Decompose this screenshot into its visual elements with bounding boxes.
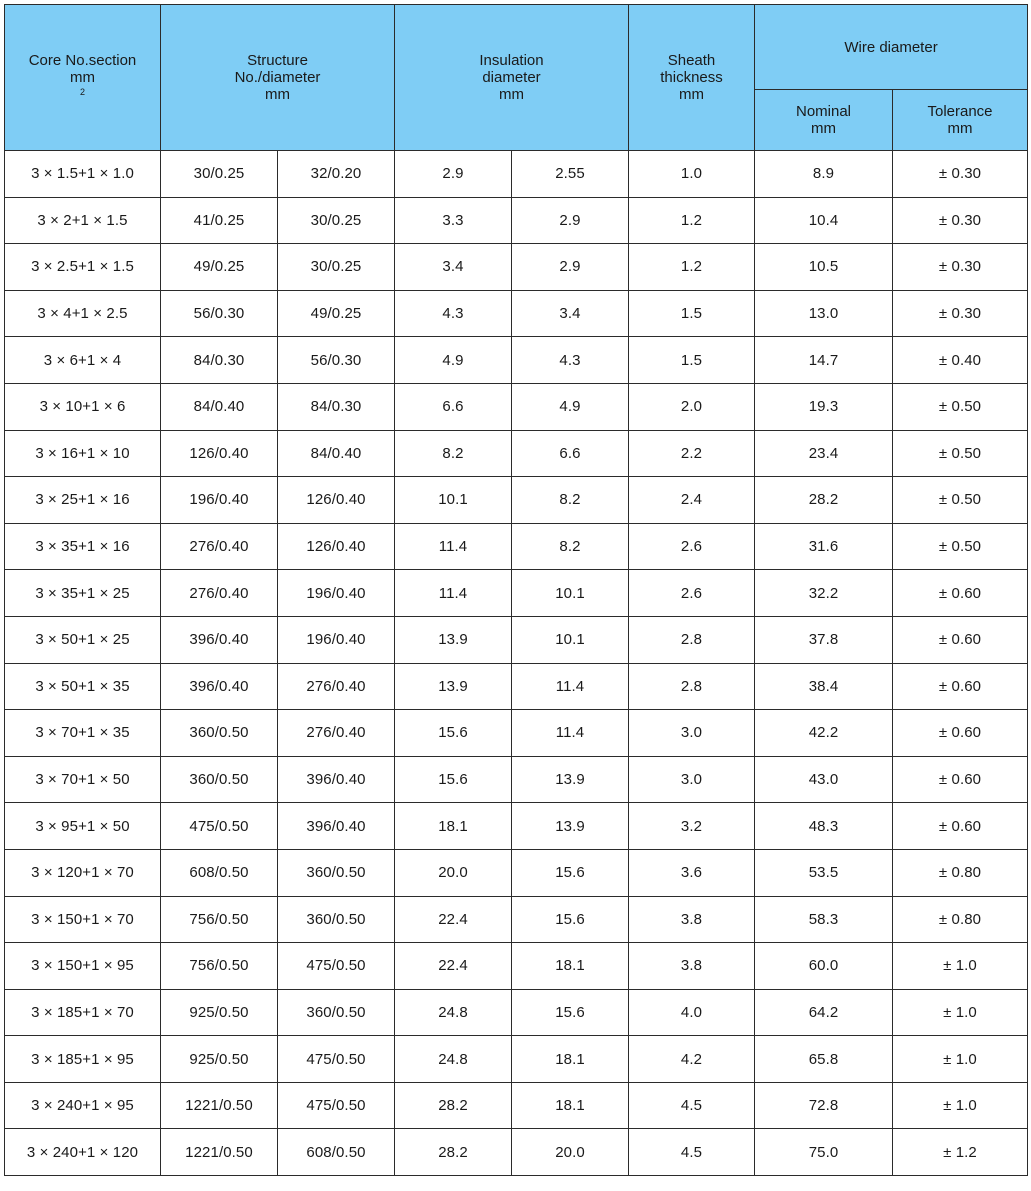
cable-spec-table	[4, 4, 1028, 1176]
cell-nominal-diameter: 58.3	[755, 896, 893, 943]
cell-structure-b: 84/0.30	[278, 383, 395, 430]
cell-structure-b: 360/0.50	[278, 989, 395, 1036]
table-row	[5, 383, 1028, 430]
header-nominal-line1: Nominal	[795, 103, 852, 120]
cell-insulation-b: 13.9	[512, 756, 629, 803]
header-insulation-line1: Insulation	[479, 52, 544, 69]
cell-core-section: 3 × 4+1 × 2.5	[5, 290, 161, 337]
header-structure	[161, 5, 395, 151]
cell-sheath-thickness: 4.5	[629, 1129, 755, 1176]
header-structure-line3: mm	[265, 86, 290, 103]
cell-tolerance: ± 1.0	[893, 1036, 1028, 1083]
cell-sheath-thickness: 2.8	[629, 616, 755, 663]
table-row	[5, 616, 1028, 663]
table-row	[5, 663, 1028, 710]
cell-tolerance: ± 1.0	[893, 943, 1028, 990]
header-core-section	[5, 5, 161, 151]
spec-table-container	[4, 4, 1028, 1176]
cell-nominal-diameter: 42.2	[755, 710, 893, 757]
cell-structure-b: 30/0.25	[278, 197, 395, 244]
cell-structure-a: 41/0.25	[161, 197, 278, 244]
cell-core-section: 3 × 150+1 × 95	[5, 943, 161, 990]
cell-nominal-diameter: 60.0	[755, 943, 893, 990]
cell-insulation-a: 15.6	[395, 756, 512, 803]
cell-structure-a: 276/0.40	[161, 570, 278, 617]
cell-insulation-a: 3.3	[395, 197, 512, 244]
cell-insulation-a: 8.2	[395, 430, 512, 477]
cell-sheath-thickness: 1.5	[629, 290, 755, 337]
cell-structure-a: 925/0.50	[161, 1036, 278, 1083]
cell-insulation-b: 2.55	[512, 151, 629, 198]
cell-core-section: 3 × 120+1 × 70	[5, 849, 161, 896]
cell-nominal-diameter: 10.5	[755, 244, 893, 291]
cell-insulation-a: 13.9	[395, 616, 512, 663]
cell-structure-b: 360/0.50	[278, 896, 395, 943]
cell-core-section: 3 × 16+1 × 10	[5, 430, 161, 477]
cell-structure-a: 30/0.25	[161, 151, 278, 198]
cell-nominal-diameter: 23.4	[755, 430, 893, 477]
cell-core-section: 3 × 185+1 × 95	[5, 1036, 161, 1083]
cell-insulation-a: 20.0	[395, 849, 512, 896]
cell-structure-b: 276/0.40	[278, 710, 395, 757]
cell-structure-a: 396/0.40	[161, 663, 278, 710]
cell-core-section: 3 × 35+1 × 25	[5, 570, 161, 617]
header-structure-line2: No./diameter	[234, 69, 321, 86]
cell-structure-b: 49/0.25	[278, 290, 395, 337]
cell-insulation-a: 3.4	[395, 244, 512, 291]
table-row	[5, 151, 1028, 198]
table-row	[5, 244, 1028, 291]
cell-tolerance: ± 0.50	[893, 477, 1028, 524]
cell-insulation-a: 24.8	[395, 1036, 512, 1083]
cell-sheath-thickness: 3.0	[629, 710, 755, 757]
cell-insulation-b: 15.6	[512, 849, 629, 896]
table-row	[5, 756, 1028, 803]
cell-insulation-a: 28.2	[395, 1082, 512, 1129]
cell-insulation-b: 6.6	[512, 430, 629, 477]
table-row	[5, 943, 1028, 990]
cell-structure-b: 475/0.50	[278, 1036, 395, 1083]
cell-insulation-b: 13.9	[512, 803, 629, 850]
cell-sheath-thickness: 3.6	[629, 849, 755, 896]
cell-nominal-diameter: 10.4	[755, 197, 893, 244]
cell-sheath-thickness: 4.2	[629, 1036, 755, 1083]
cell-nominal-diameter: 19.3	[755, 383, 893, 430]
cell-insulation-b: 11.4	[512, 663, 629, 710]
cell-sheath-thickness: 4.0	[629, 989, 755, 1036]
cell-structure-a: 925/0.50	[161, 989, 278, 1036]
table-header	[5, 5, 1028, 151]
cell-insulation-b: 18.1	[512, 943, 629, 990]
cell-tolerance: ± 0.50	[893, 383, 1028, 430]
cell-insulation-b: 15.6	[512, 896, 629, 943]
cell-structure-b: 475/0.50	[278, 1082, 395, 1129]
cell-tolerance: ± 1.0	[893, 989, 1028, 1036]
cell-insulation-b: 18.1	[512, 1082, 629, 1129]
cell-sheath-thickness: 2.2	[629, 430, 755, 477]
cell-nominal-diameter: 43.0	[755, 756, 893, 803]
cell-insulation-a: 11.4	[395, 570, 512, 617]
cell-structure-a: 84/0.30	[161, 337, 278, 384]
header-insulation-line2: diameter	[482, 69, 541, 86]
cell-tolerance: ± 0.30	[893, 151, 1028, 198]
header-sheath-line1: Sheath	[667, 52, 716, 69]
header-insulation-line3: mm	[499, 86, 524, 103]
cell-insulation-b: 10.1	[512, 570, 629, 617]
cell-nominal-diameter: 32.2	[755, 570, 893, 617]
cell-tolerance: ± 0.30	[893, 197, 1028, 244]
cell-core-section: 3 × 2.5+1 × 1.5	[5, 244, 161, 291]
cell-insulation-a: 6.6	[395, 383, 512, 430]
cell-sheath-thickness: 3.8	[629, 896, 755, 943]
cell-sheath-thickness: 3.2	[629, 803, 755, 850]
cell-structure-a: 1221/0.50	[161, 1082, 278, 1129]
cell-sheath-thickness: 3.0	[629, 756, 755, 803]
cell-core-section: 3 × 35+1 × 16	[5, 523, 161, 570]
cell-nominal-diameter: 14.7	[755, 337, 893, 384]
header-sheath	[629, 5, 755, 151]
header-tolerance	[893, 90, 1028, 151]
cell-sheath-thickness: 2.6	[629, 570, 755, 617]
cell-insulation-b: 8.2	[512, 477, 629, 524]
cell-insulation-b: 8.2	[512, 523, 629, 570]
header-tolerance-line2: mm	[947, 120, 973, 137]
cell-structure-a: 608/0.50	[161, 849, 278, 896]
cell-core-section: 3 × 70+1 × 35	[5, 710, 161, 757]
cell-sheath-thickness: 2.4	[629, 477, 755, 524]
cell-nominal-diameter: 75.0	[755, 1129, 893, 1176]
cell-insulation-b: 18.1	[512, 1036, 629, 1083]
cell-tolerance: ± 0.60	[893, 756, 1028, 803]
cell-nominal-diameter: 31.6	[755, 523, 893, 570]
cell-insulation-b: 4.3	[512, 337, 629, 384]
cell-nominal-diameter: 48.3	[755, 803, 893, 850]
cell-structure-a: 756/0.50	[161, 943, 278, 990]
header-core-unit: mm 2	[5, 69, 160, 103]
cell-insulation-b: 10.1	[512, 616, 629, 663]
cell-insulation-b: 15.6	[512, 989, 629, 1036]
header-nominal	[755, 90, 893, 151]
cell-insulation-a: 4.9	[395, 337, 512, 384]
cell-structure-b: 608/0.50	[278, 1129, 395, 1176]
cell-structure-a: 756/0.50	[161, 896, 278, 943]
cell-tolerance: ± 0.40	[893, 337, 1028, 384]
table-row	[5, 337, 1028, 384]
header-insulation	[395, 5, 629, 151]
cell-insulation-a: 28.2	[395, 1129, 512, 1176]
cell-core-section: 3 × 25+1 × 16	[5, 477, 161, 524]
cell-nominal-diameter: 38.4	[755, 663, 893, 710]
cell-sheath-thickness: 1.2	[629, 244, 755, 291]
table-row	[5, 710, 1028, 757]
cell-insulation-b: 3.4	[512, 290, 629, 337]
cell-insulation-a: 22.4	[395, 943, 512, 990]
cell-insulation-a: 15.6	[395, 710, 512, 757]
cell-core-section: 3 × 10+1 × 6	[5, 383, 161, 430]
table-row	[5, 523, 1028, 570]
cell-structure-b: 196/0.40	[278, 570, 395, 617]
cell-core-section: 3 × 1.5+1 × 1.0	[5, 151, 161, 198]
cell-core-section: 3 × 240+1 × 120	[5, 1129, 161, 1176]
cell-sheath-thickness: 1.2	[629, 197, 755, 244]
cell-nominal-diameter: 72.8	[755, 1082, 893, 1129]
cell-tolerance: ± 1.2	[893, 1129, 1028, 1176]
cell-insulation-b: 11.4	[512, 710, 629, 757]
table-row	[5, 430, 1028, 477]
cell-structure-a: 396/0.40	[161, 616, 278, 663]
cell-sheath-thickness: 2.8	[629, 663, 755, 710]
cell-structure-a: 276/0.40	[161, 523, 278, 570]
cell-core-section: 3 × 50+1 × 25	[5, 616, 161, 663]
cell-tolerance: ± 0.50	[893, 430, 1028, 477]
cell-structure-b: 126/0.40	[278, 523, 395, 570]
header-structure-line1: Structure	[247, 52, 308, 69]
cell-nominal-diameter: 8.9	[755, 151, 893, 198]
table-row	[5, 1036, 1028, 1083]
cell-core-section: 3 × 185+1 × 70	[5, 989, 161, 1036]
cell-structure-b: 56/0.30	[278, 337, 395, 384]
table-body	[5, 151, 1028, 1176]
cell-structure-b: 196/0.40	[278, 616, 395, 663]
cell-nominal-diameter: 64.2	[755, 989, 893, 1036]
table-row	[5, 803, 1028, 850]
cell-core-section: 3 × 50+1 × 35	[5, 663, 161, 710]
cell-structure-b: 126/0.40	[278, 477, 395, 524]
table-row	[5, 896, 1028, 943]
cell-tolerance: ± 0.50	[893, 523, 1028, 570]
cell-nominal-diameter: 65.8	[755, 1036, 893, 1083]
cell-structure-a: 84/0.40	[161, 383, 278, 430]
header-wire-diameter: Wire diameter	[755, 5, 1028, 90]
cell-tolerance: ± 0.60	[893, 616, 1028, 663]
cell-insulation-b: 20.0	[512, 1129, 629, 1176]
cell-insulation-a: 2.9	[395, 151, 512, 198]
cell-sheath-thickness: 2.0	[629, 383, 755, 430]
cell-structure-b: 32/0.20	[278, 151, 395, 198]
cell-insulation-a: 10.1	[395, 477, 512, 524]
cell-tolerance: ± 0.60	[893, 663, 1028, 710]
cell-sheath-thickness: 3.8	[629, 943, 755, 990]
cell-insulation-a: 4.3	[395, 290, 512, 337]
cell-tolerance: ± 0.30	[893, 290, 1028, 337]
cell-insulation-a: 24.8	[395, 989, 512, 1036]
cell-nominal-diameter: 37.8	[755, 616, 893, 663]
table-row	[5, 1082, 1028, 1129]
cell-sheath-thickness: 4.5	[629, 1082, 755, 1129]
cell-core-section: 3 × 240+1 × 95	[5, 1082, 161, 1129]
cell-structure-b: 396/0.40	[278, 756, 395, 803]
cell-insulation-a: 11.4	[395, 523, 512, 570]
table-row	[5, 197, 1028, 244]
table-row	[5, 570, 1028, 617]
cell-insulation-b: 2.9	[512, 244, 629, 291]
cell-insulation-b: 4.9	[512, 383, 629, 430]
cell-tolerance: ± 0.80	[893, 849, 1028, 896]
cell-structure-a: 360/0.50	[161, 710, 278, 757]
cell-tolerance: ± 0.80	[893, 896, 1028, 943]
table-row	[5, 290, 1028, 337]
cell-sheath-thickness: 1.0	[629, 151, 755, 198]
header-sheath-line2: thickness	[660, 69, 723, 86]
cell-tolerance: ± 0.30	[893, 244, 1028, 291]
cell-insulation-a: 18.1	[395, 803, 512, 850]
cell-nominal-diameter: 28.2	[755, 477, 893, 524]
cell-tolerance: ± 1.0	[893, 1082, 1028, 1129]
cell-structure-a: 475/0.50	[161, 803, 278, 850]
cell-structure-a: 56/0.30	[161, 290, 278, 337]
cell-insulation-b: 2.9	[512, 197, 629, 244]
cell-insulation-a: 13.9	[395, 663, 512, 710]
cell-tolerance: ± 0.60	[893, 570, 1028, 617]
table-row	[5, 477, 1028, 524]
header-tolerance-line1: Tolerance	[927, 103, 993, 120]
cell-structure-b: 30/0.25	[278, 244, 395, 291]
cell-core-section: 3 × 95+1 × 50	[5, 803, 161, 850]
header-core-superscript: 2	[79, 87, 85, 97]
cell-structure-b: 84/0.40	[278, 430, 395, 477]
cell-structure-a: 1221/0.50	[161, 1129, 278, 1176]
header-nominal-line2: mm	[811, 120, 836, 137]
header-core-line1: Core No.section	[28, 52, 137, 69]
cell-tolerance: ± 0.60	[893, 710, 1028, 757]
cell-sheath-thickness: 2.6	[629, 523, 755, 570]
table-row	[5, 1129, 1028, 1176]
cell-core-section: 3 × 6+1 × 4	[5, 337, 161, 384]
cell-structure-b: 276/0.40	[278, 663, 395, 710]
cell-structure-a: 49/0.25	[161, 244, 278, 291]
cell-structure-b: 475/0.50	[278, 943, 395, 990]
cell-core-section: 3 × 150+1 × 70	[5, 896, 161, 943]
cell-tolerance: ± 0.60	[893, 803, 1028, 850]
table-row	[5, 849, 1028, 896]
cell-structure-a: 196/0.40	[161, 477, 278, 524]
cell-structure-b: 396/0.40	[278, 803, 395, 850]
cell-insulation-a: 22.4	[395, 896, 512, 943]
cell-structure-a: 126/0.40	[161, 430, 278, 477]
table-row	[5, 989, 1028, 1036]
cell-sheath-thickness: 1.5	[629, 337, 755, 384]
cell-core-section: 3 × 2+1 × 1.5	[5, 197, 161, 244]
header-sheath-line3: mm	[679, 86, 704, 103]
cell-structure-b: 360/0.50	[278, 849, 395, 896]
cell-structure-a: 360/0.50	[161, 756, 278, 803]
cell-nominal-diameter: 13.0	[755, 290, 893, 337]
cell-nominal-diameter: 53.5	[755, 849, 893, 896]
cell-core-section: 3 × 70+1 × 50	[5, 756, 161, 803]
